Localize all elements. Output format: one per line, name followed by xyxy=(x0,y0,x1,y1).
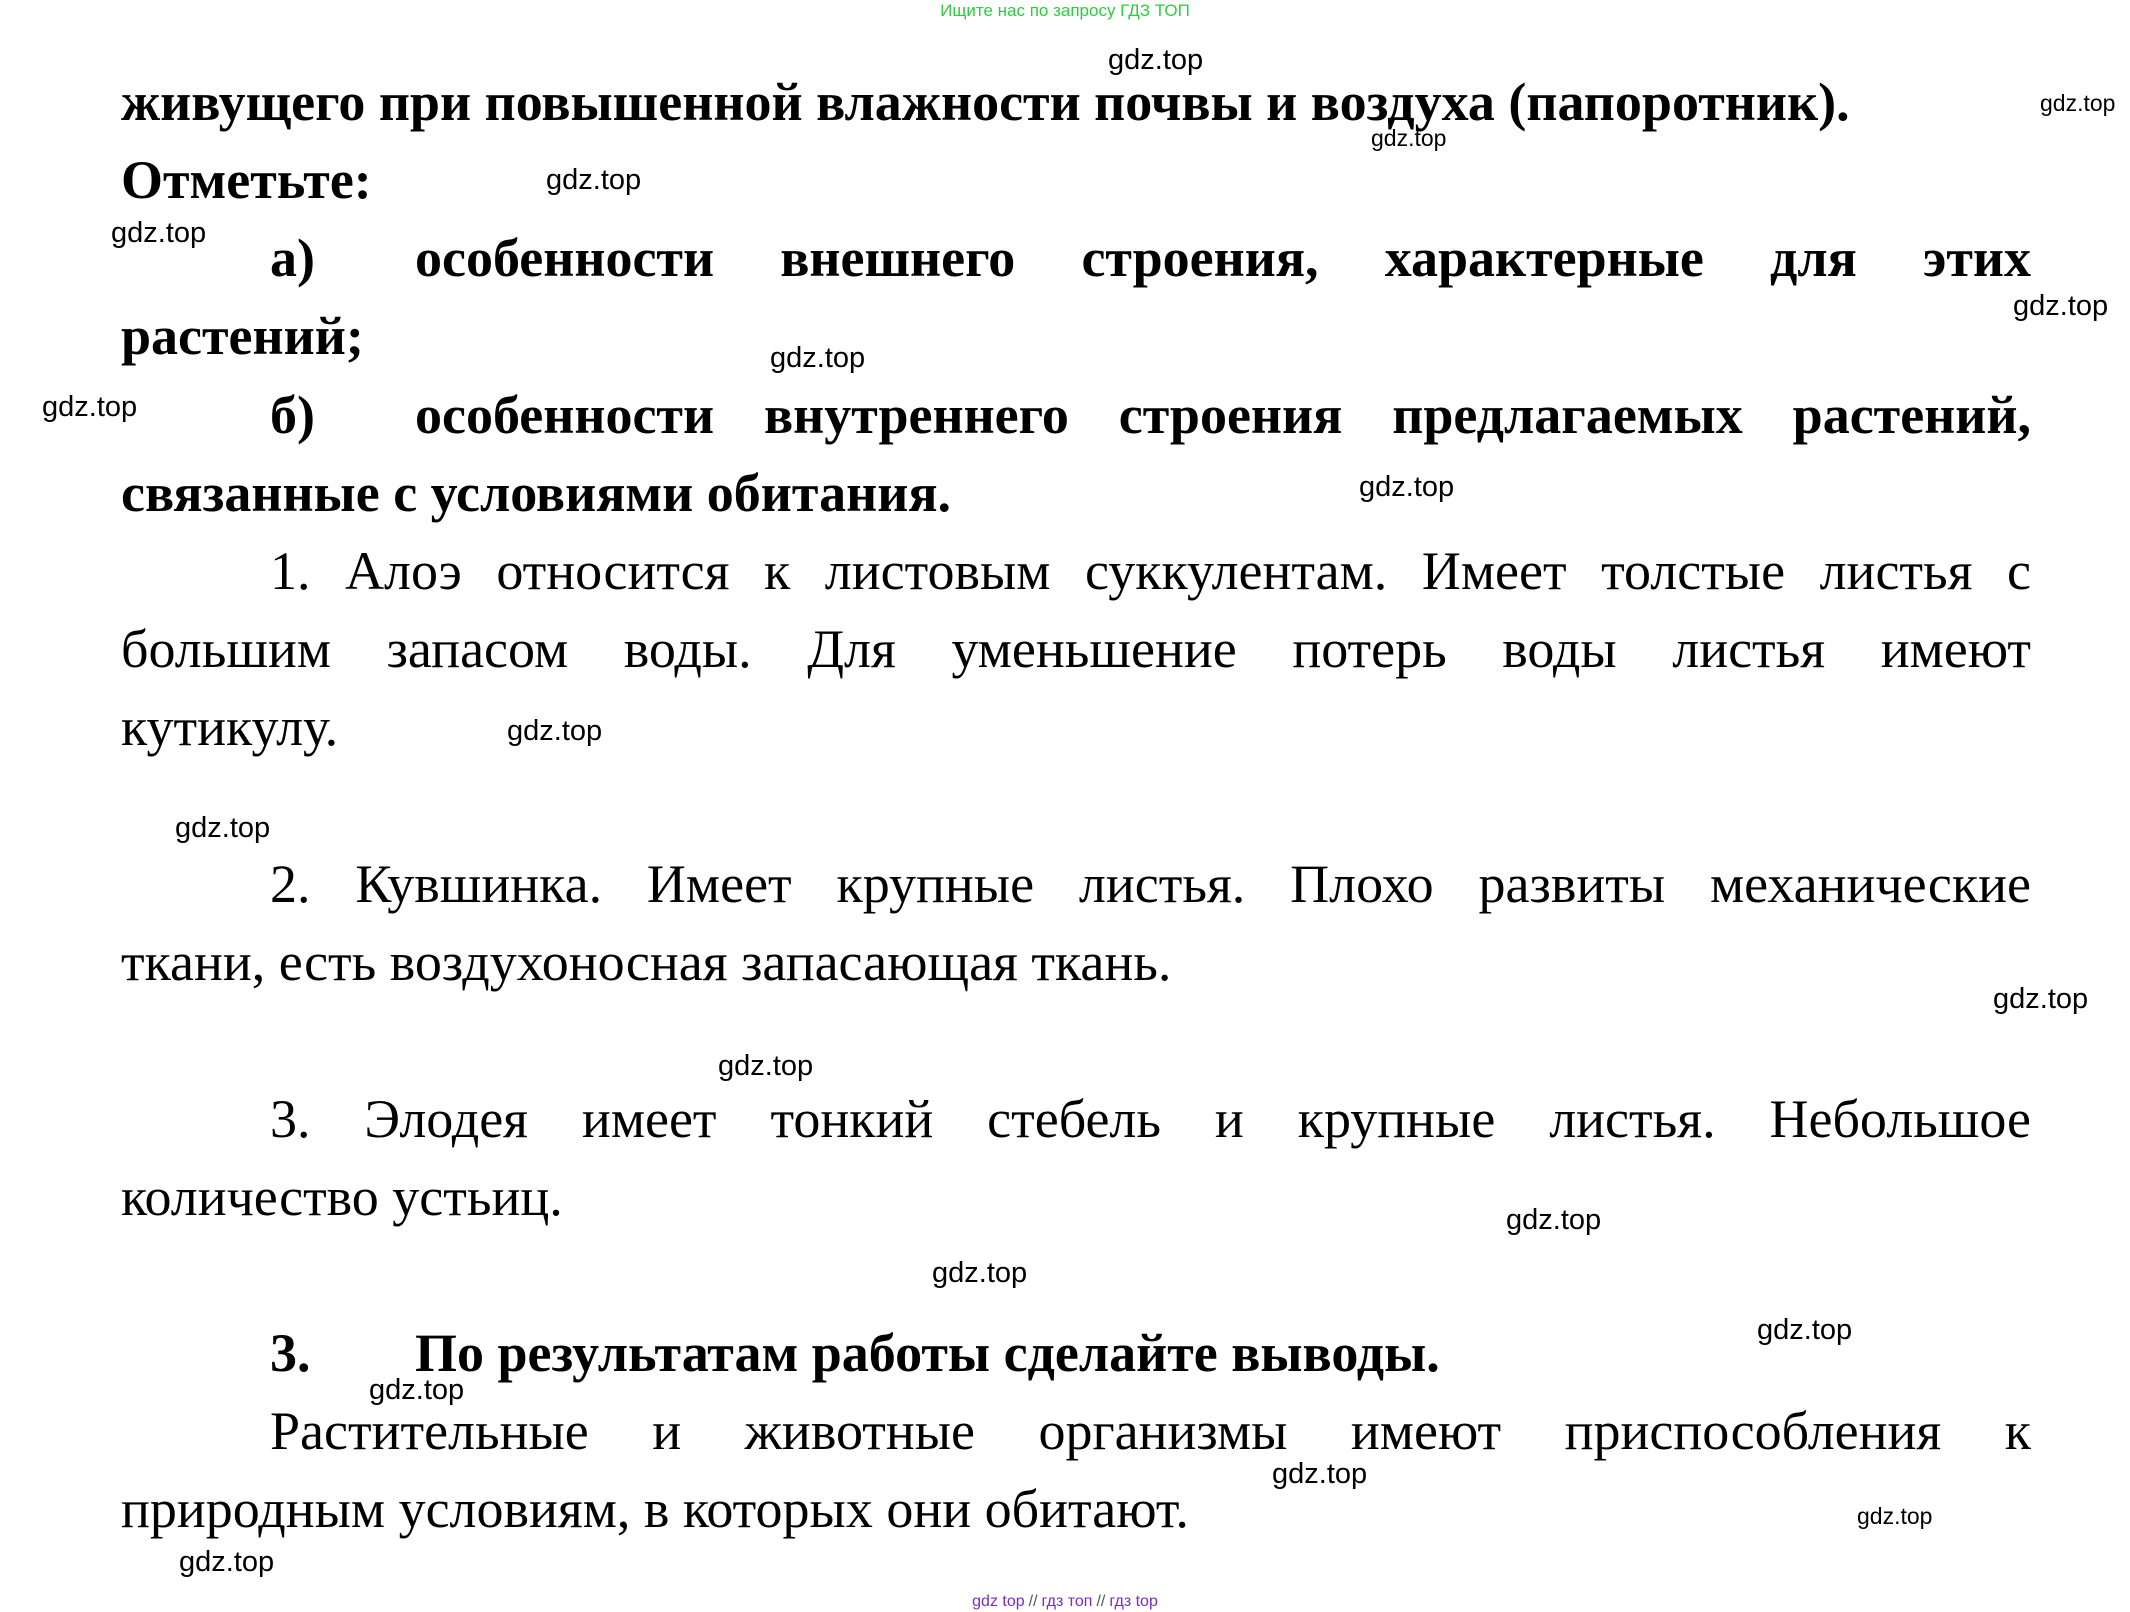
item-b-line1 xyxy=(270,380,2031,450)
conclusion-number: 3. xyxy=(270,1323,311,1383)
item-b-marker: б) xyxy=(270,385,315,445)
watermark: gdz.top xyxy=(932,1257,1028,1289)
answer-2-line2: ткани, есть воздухоносная запасающая ткань. xyxy=(121,932,1172,992)
separator: // xyxy=(1028,1593,1038,1610)
watermark: gdz.top xyxy=(718,1050,814,1082)
watermark: gdz.top xyxy=(369,1374,465,1406)
watermark: gdz.top xyxy=(175,812,271,844)
watermark: gdz.top xyxy=(546,164,642,196)
separator: // xyxy=(1096,1593,1106,1610)
bottom-link-3[interactable]: гдз top xyxy=(1109,1593,1158,1610)
answer-3-line2: количество устьиц. xyxy=(121,1167,563,1227)
watermark: gdz.top xyxy=(507,715,603,747)
watermark: gdz.top xyxy=(1359,471,1455,503)
task-intro-line: живущего при повышенной влажности почвы и воздуха (папоротник). xyxy=(121,72,1850,132)
item-a-text: особенности внешнего строения, характерные для этих xyxy=(415,228,2031,288)
bottom-link-2[interactable]: гдз топ xyxy=(1041,1593,1093,1610)
watermark: gdz.top xyxy=(179,1546,275,1578)
watermark: gdz.top xyxy=(1993,983,2089,1015)
watermark: gdz.top xyxy=(1757,1314,1853,1346)
watermark: gdz.top xyxy=(1371,125,1447,151)
watermark: gdz.top xyxy=(2040,90,2116,116)
item-a-line1 xyxy=(270,223,2031,293)
watermark: gdz.top xyxy=(1506,1204,1602,1236)
note-label: Отметьте: xyxy=(121,150,372,210)
item-b-text: особенности внутреннего строения предлагаемых растений, xyxy=(415,385,2031,445)
conclusion-line1: Растительные и животные организмы имеют приспособления к xyxy=(270,1401,2031,1461)
answer-2-line1: 2. Кувшинка. Имеет крупные листья. Плохо развиты механические xyxy=(270,854,2031,914)
answer-1-line3: кутикулу. xyxy=(121,697,339,757)
watermark: gdz.top xyxy=(111,217,207,249)
answer-1-line2: большим запасом воды. Для уменьшение потерь воды листья имеют xyxy=(121,619,2031,679)
bottom-links xyxy=(0,1592,2130,1612)
item-a-line2: растений; xyxy=(121,306,364,366)
answer-1-line1: 1. Алоэ относится к листовым суккулентам. Имеет толстые листья с xyxy=(270,541,2031,601)
top-search-banner: Ищите нас по запросу ГДЗ ТОП xyxy=(940,1,1190,20)
watermark: gdz.top xyxy=(42,391,138,423)
watermark: gdz.top xyxy=(1857,1503,1933,1529)
watermark: gdz.top xyxy=(2013,290,2109,322)
watermark: gdz.top xyxy=(1108,44,1204,76)
conclusion-heading-text: По результатам работы сделайте выводы. xyxy=(415,1323,1440,1383)
watermark: gdz.top xyxy=(770,342,866,374)
watermark: gdz.top xyxy=(1272,1458,1368,1490)
item-a-marker: а) xyxy=(270,228,315,288)
answer-3-line1: 3. Элодея имеет тонкий стебель и крупные листья. Небольшое xyxy=(270,1089,2031,1149)
item-b-line2: связанные с условиями обитания. xyxy=(121,463,952,523)
conclusion-line2: природным условиям, в которых они обитают. xyxy=(121,1479,1189,1539)
bottom-link-1[interactable]: gdz top xyxy=(972,1593,1025,1610)
